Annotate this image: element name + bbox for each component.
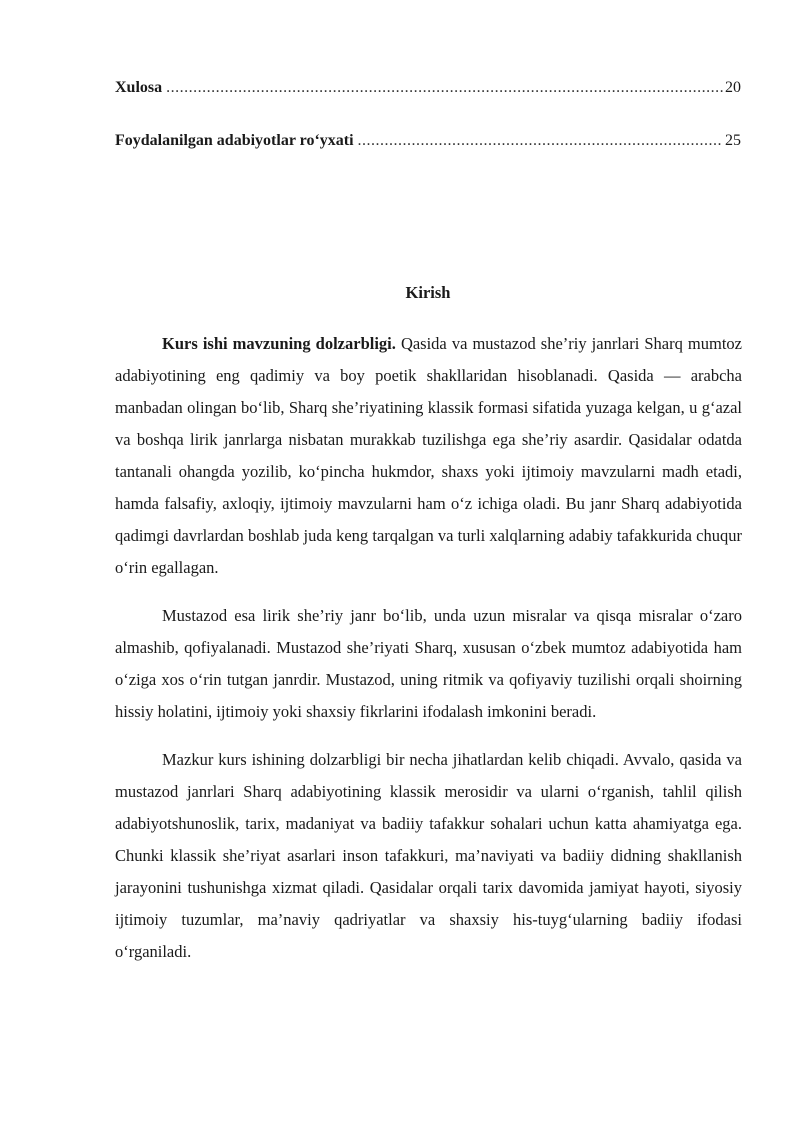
section-heading: Kirish [405, 283, 451, 302]
toc-entry-page: 20 [725, 79, 741, 96]
toc-entry [115, 131, 741, 151]
toc-entry-title: Foydalanilgan adabiyotlar ro‘yxati [115, 132, 354, 149]
paragraph [115, 600, 742, 728]
toc-leader-dots [358, 131, 723, 151]
paragraph-text: Mustazod esa lirik she’riy janr bo‘lib, unda uzun misralar va qisqa misralar o‘zaro almashib, qofiyalanadi. Mustazod she’riyati Sharq, xususan o‘zbek mumtoz adabiyotida ham o‘ziga xos o‘rin tutgan janrdir. Mustazod, uning ritmik va qofiyaviy tuzilishi orqali shoirning hissiy holatini, ijtimoiy yoki shaxsiy fikrlarini ifodalash imkonini beradi. [115, 606, 742, 721]
toc-entry [115, 78, 741, 98]
body-text [115, 328, 742, 984]
toc-entry-page: 25 [725, 132, 741, 149]
paragraph-text: Qasida va mustazod she’riy janrlari Sharq mumtoz adabiyotining eng qadimiy va boy poetik shakllaridan hisoblanadi. Qasida — arabcha manbadan olingan bo‘lib, Sharq she’riyatining klassik formasi sifatida yuzaga kelgan, u g‘azal va boshqa lirik janrlarga nisbatan murakkab tuzilishga ega she’riy asardir. Qasidalar odatda tantanali ohangda yozilib, ko‘pincha hukmdor, shaxs yoki ijtimoiy mavzularni madh etadi, hamda falsafiy, axloqiy, ijtimoiy mavzularni ham o‘z ichiga oladi. Bu janr Sharq adabiyotida qadimgi davrlardan boshlab juda keng tarqalgan va turli xalqlarning adabiy tafakkurida chuqur o‘rin egallagan. [115, 334, 743, 577]
paragraph-text: Mazkur kurs ishining dolzarbligi bir necha jihatlardan kelib chiqadi. Avvalo, qasida va mustazod janrlari Sharq adabiyotining klassik merosidir va ularni o‘rganish, tahlil qilish adabiyotshunoslik, tarix, madaniyat va badiiy tafakkur sohalari uchun katta ahamiyatga ega. Chunki klassik she’riyat asarlari inson tafakkuri, ma’naviyati va badiiy didning shakllanish jarayonini tushunishga xizmat qiladi. Qasidalar orqali tarix davomida jamiyat hayoti, siyosiy ijtimoiy tuzumlar, ma’naviy qadriyatlar va shaxsiy his-tuyg‘ularning badiiy ifodasi o‘rganiladi. [115, 750, 742, 961]
paragraph [115, 328, 742, 584]
toc-entry-title: Xulosa [115, 79, 163, 96]
paragraph [115, 744, 742, 968]
paragraph-lead: Kurs ishi mavzuning dolzarbligi. [162, 334, 396, 353]
toc-leader-dots [166, 78, 723, 98]
